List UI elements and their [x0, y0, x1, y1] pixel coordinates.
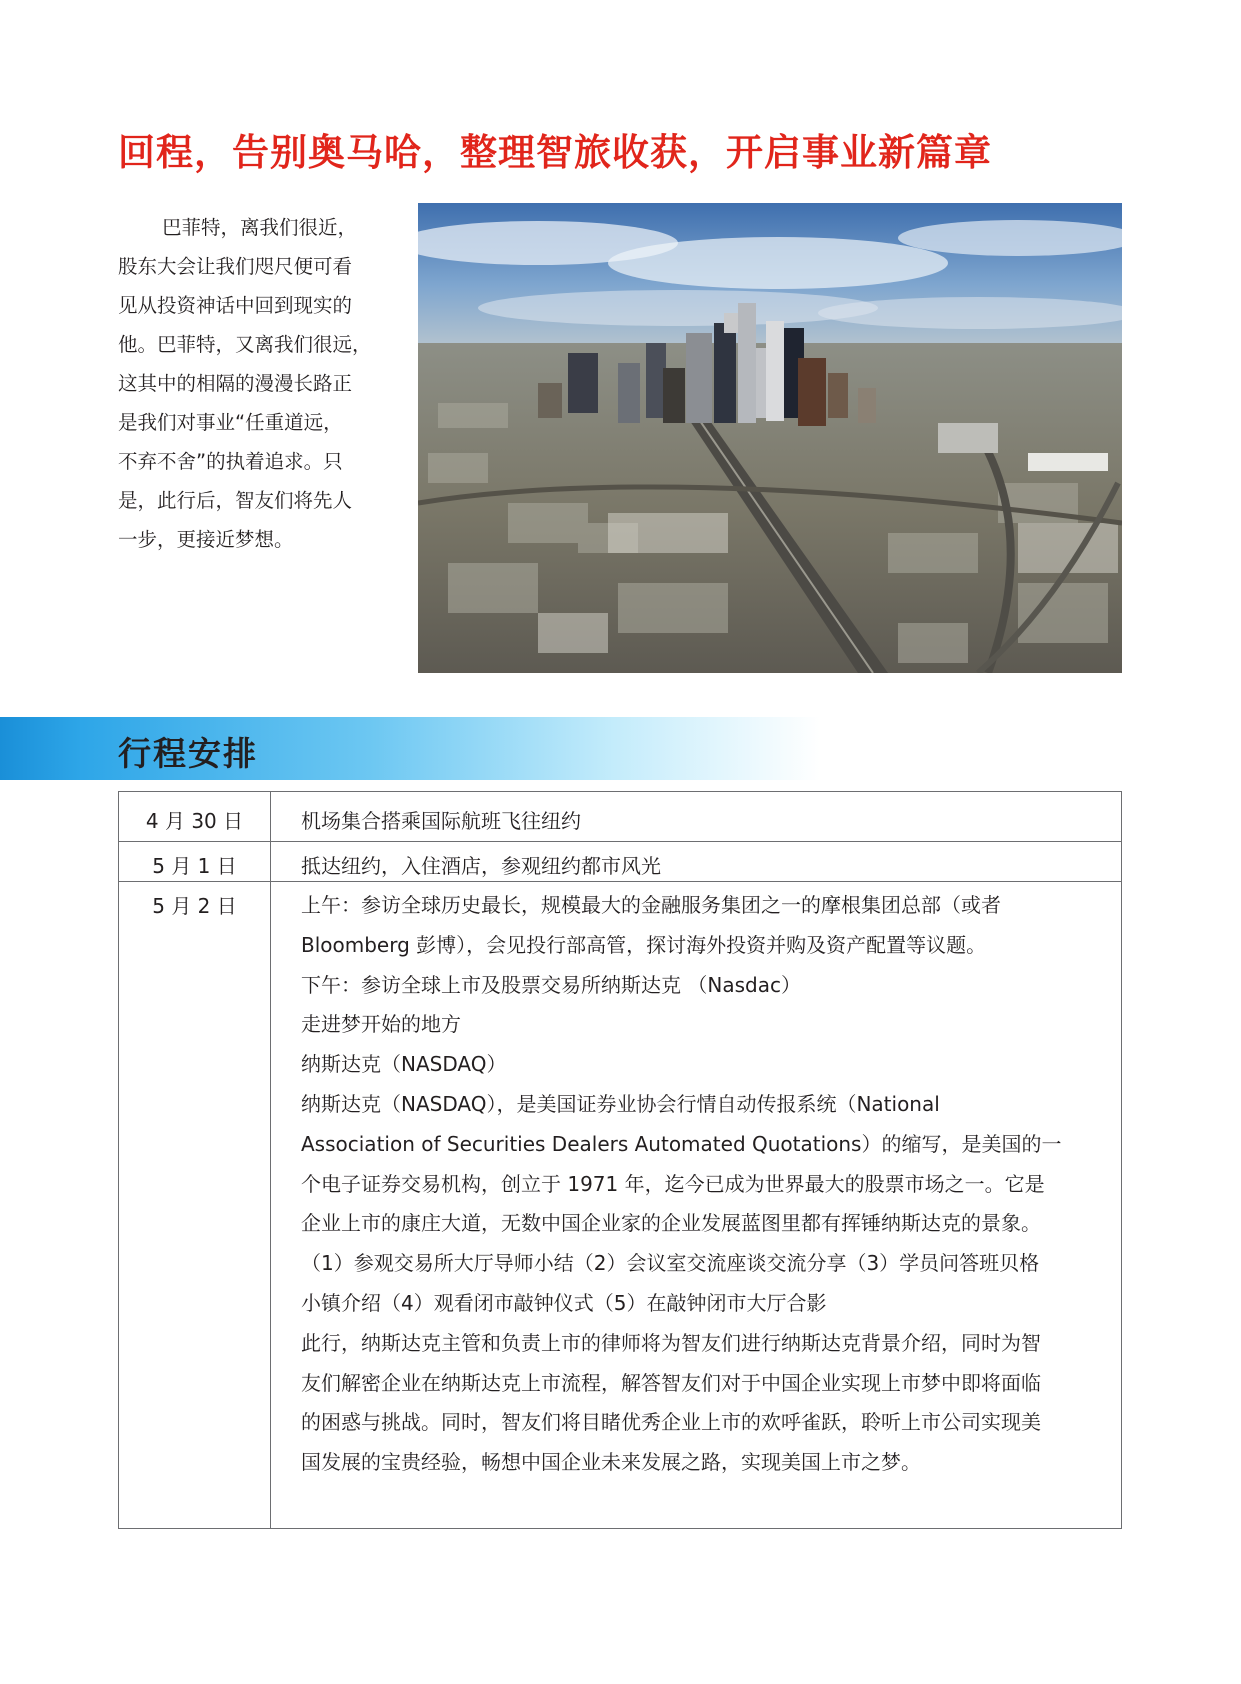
description-line: 国发展的宝贵经验，畅想中国企业未来发展之路，实现美国上市之梦。: [301, 1450, 921, 1475]
city-aerial-photo: [418, 203, 1122, 673]
description-line: （1）参观交易所大厅导师小结（2）会议室交流座谈交流分享（3）学员问答班贝格: [301, 1251, 1040, 1276]
itinerary-table: [118, 791, 1122, 1529]
table-row: [119, 792, 1121, 842]
description-cell: [301, 886, 1101, 1483]
intro-line: 他。巴菲特，又离我们很远，: [118, 333, 372, 356]
intro-line: 不弃不舍”的执着追求。只: [118, 450, 343, 473]
description-line: 的困惑与挑战。同时，智友们将目睹优秀企业上市的欢呼雀跃，聆听上市公司实现美: [301, 1410, 1041, 1435]
description-line: 企业上市的康庄大道，无数中国企业家的企业发展蓝图里都有挥锤纳斯达克的景象。: [301, 1211, 1041, 1236]
table-row: [119, 882, 1121, 1528]
intro-line: 是我们对事业“任重道远，: [118, 411, 343, 434]
intro-line: 这其中的相隔的漫漫长路正: [118, 372, 353, 395]
description-line: 上午：参访全球历史最长，规模最大的金融服务集团之一的摩根集团总部（或者: [301, 893, 1001, 917]
headline: 回程，告别奥马哈，整理智旅收获，开启事业新篇章: [118, 131, 992, 174]
description-line: 小镇介绍（4）观看闭市敲钟仪式（5）在敲钟闭市大厅合影: [301, 1290, 827, 1315]
description-line: 友们解密企业在纳斯达克上市流程，解答智友们对于中国企业实现上市梦中即将面临: [301, 1370, 1041, 1395]
description-line: Bloomberg 彭博），会见投行部高管，探讨海外投资并购及资产配置等议题。: [301, 932, 987, 957]
city-skyline-illustration: [418, 203, 1122, 673]
intro-paragraph: [118, 208, 384, 559]
intro-line: 巴菲特，离我们很近，: [162, 216, 358, 239]
description-line: 下午：参访全球上市及股票交易所纳斯达克 （Nasdac）: [301, 972, 801, 997]
intro-line: 是，此行后，智友们将先人: [118, 489, 353, 512]
intro-line: 见从投资神话中回到现实的: [118, 294, 353, 317]
intro-line: 股东大会让我们咫尺便可看: [118, 255, 353, 278]
date-cell: 4 月 30 日: [145, 809, 244, 833]
intro-line: 一步，更接近梦想。: [118, 528, 294, 551]
date-cell: 5 月 2 日: [152, 894, 237, 918]
description-line: 走进梦开始的地方: [301, 1012, 461, 1037]
section-title: 行程安排: [118, 734, 258, 773]
description-line: 此行，纳斯达克主管和负责上市的律师将为智友们进行纳斯达克背景介绍，同时为智: [301, 1330, 1041, 1355]
date-cell: 5 月 1 日: [152, 854, 237, 878]
description-cell: 抵达纽约，入住酒店，参观纽约都市风光: [301, 854, 661, 878]
description-line: Association of Securities Dealers Automated Quotations）的缩写，是美国的一: [301, 1131, 1062, 1156]
description-cell: 机场集合搭乘国际航班飞往纽约: [301, 809, 581, 833]
description-line: 纳斯达克（NASDAQ），是美国证券业协会行情自动传报系统（National: [301, 1091, 940, 1116]
description-line: 个电子证券交易机构，创立于 1971 年，迄今已成为世界最大的股票市场之一。它是: [301, 1171, 1045, 1196]
table-row: [119, 842, 1121, 882]
description-line: 纳斯达克（NASDAQ）: [301, 1052, 507, 1077]
